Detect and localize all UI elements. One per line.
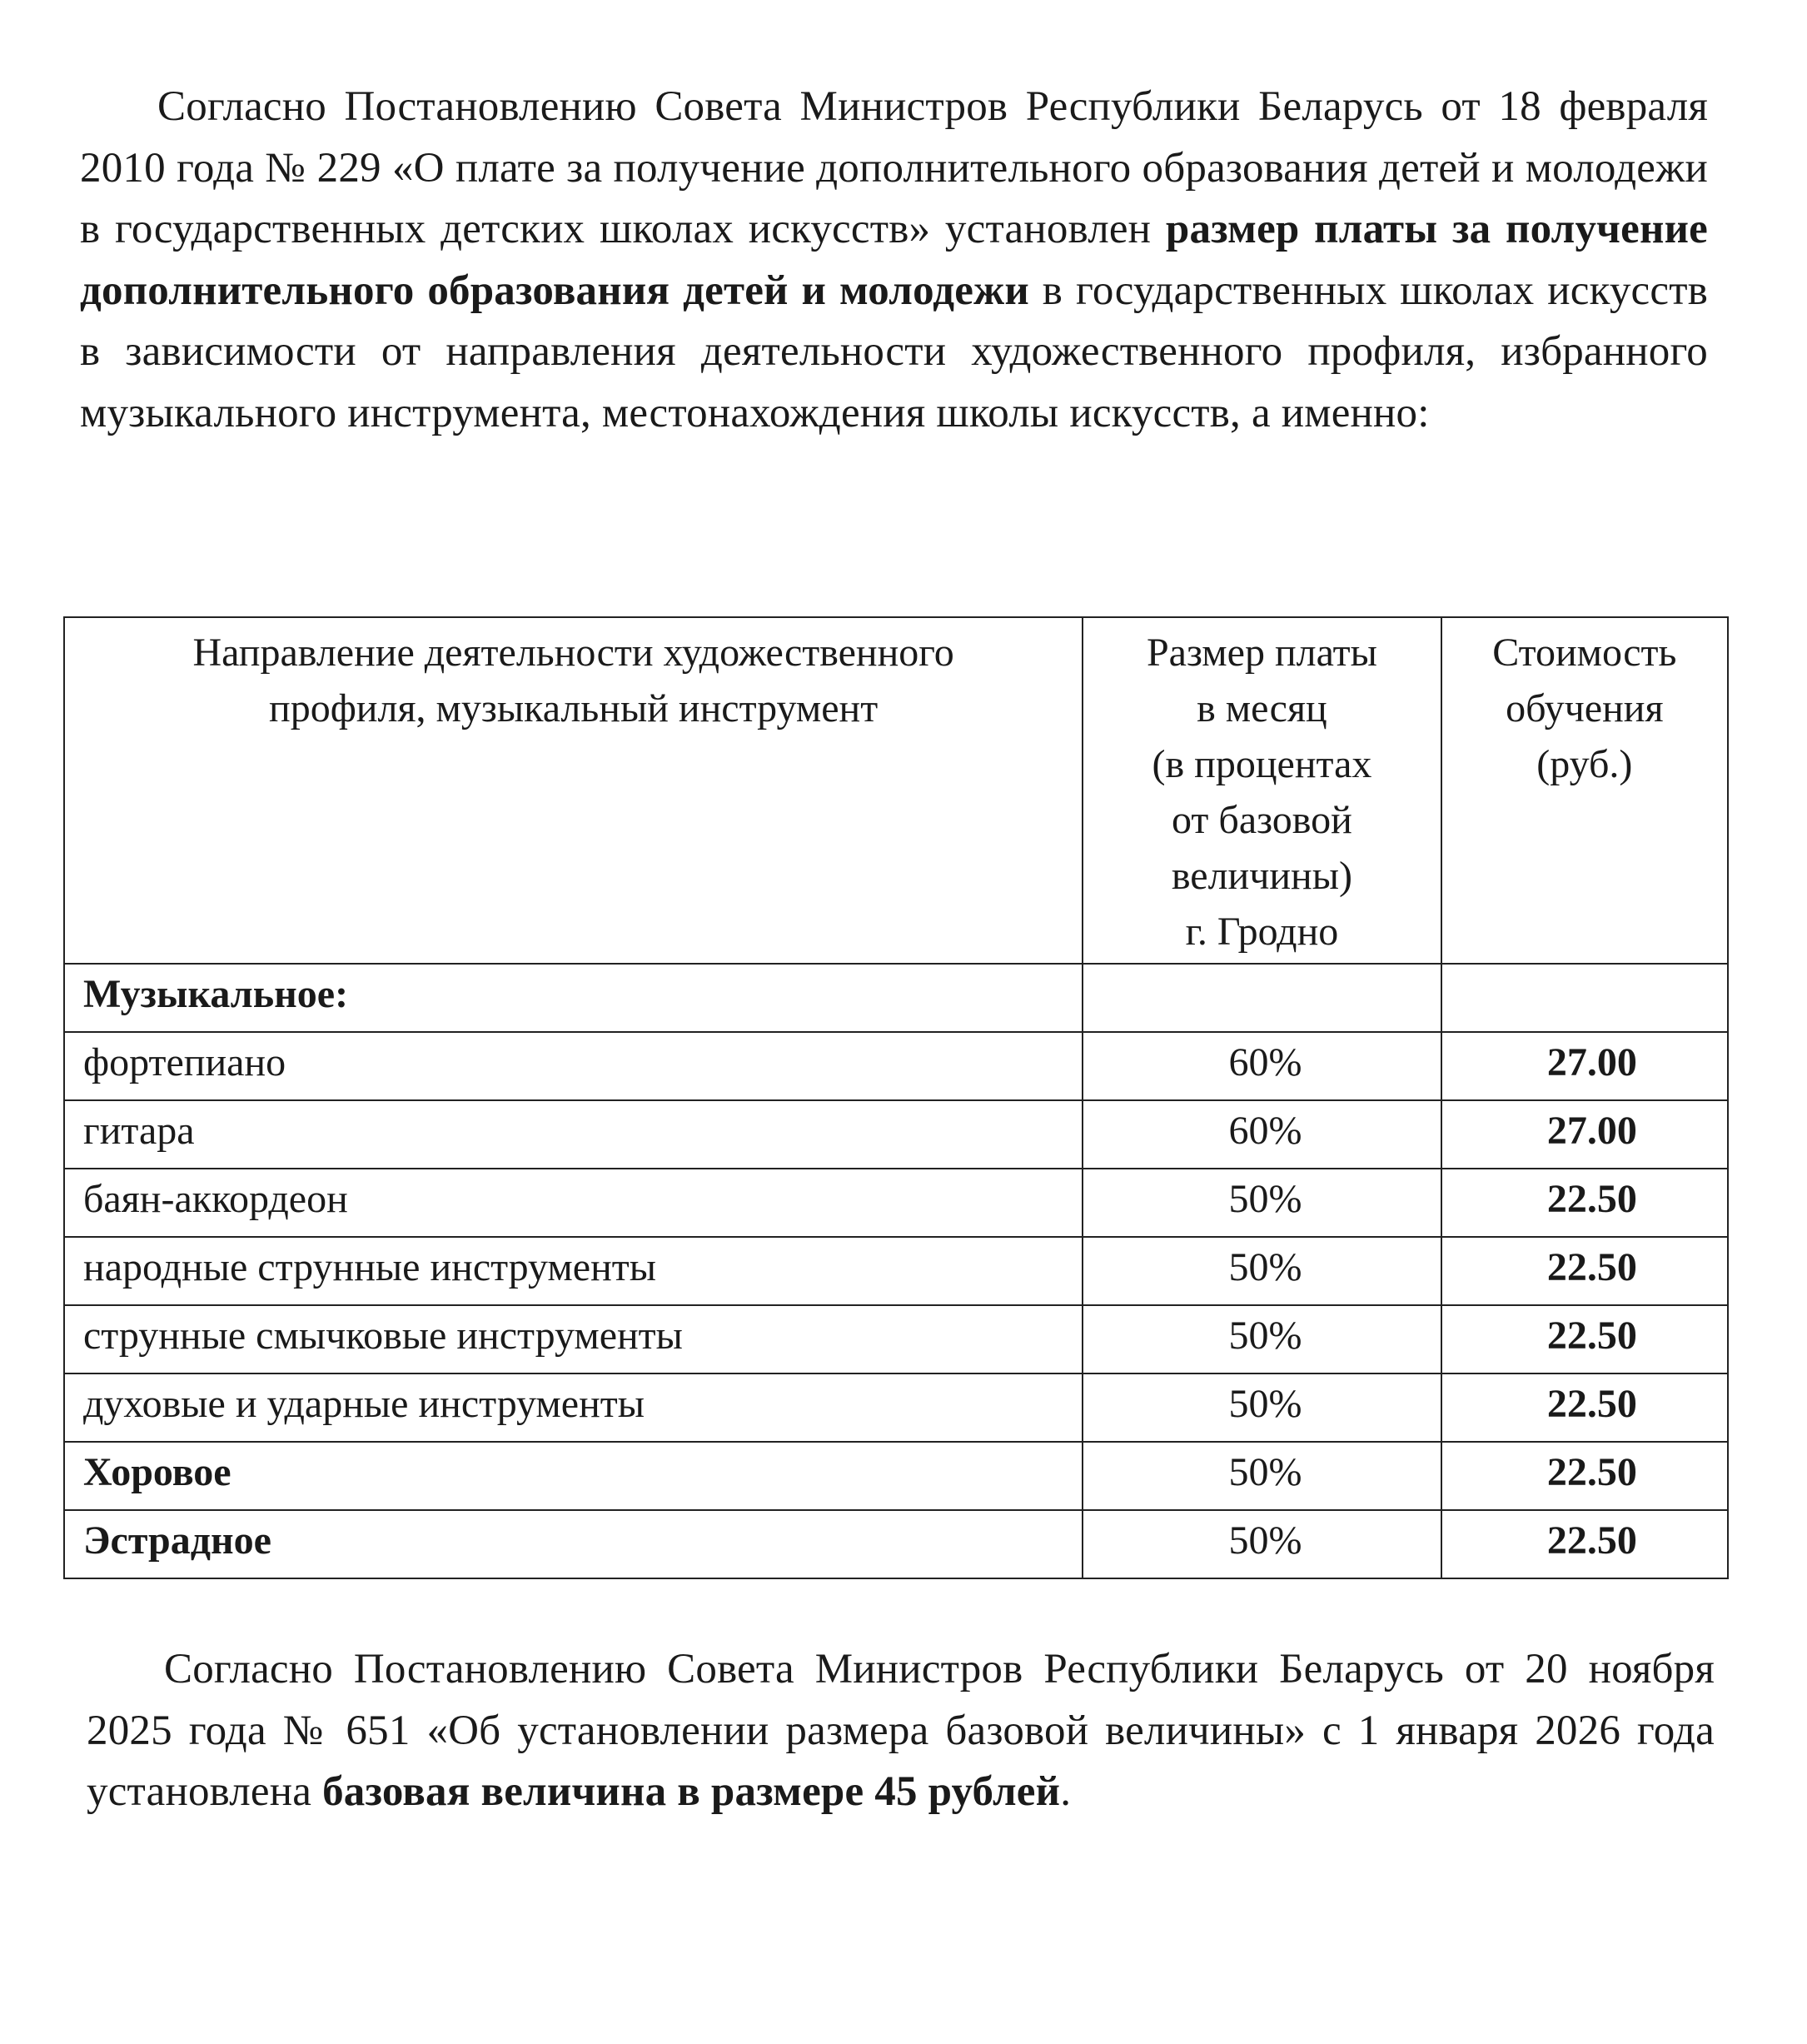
table-row xyxy=(64,1237,1728,1305)
row-name: Хоровое xyxy=(64,1442,1083,1510)
header-percent-line: г. Гродно xyxy=(1185,910,1339,954)
header-cost xyxy=(1441,617,1728,964)
table-row xyxy=(64,1032,1728,1100)
closing-paragraph xyxy=(87,1639,1715,1823)
header-percent xyxy=(1083,617,1441,964)
intro-text-start: Согласно Постановлению Совета Министров Республики Беларусь от 18 февраля 2010 года № 229 «О плате за получение дополнительного образования детей и молодежи в государственных детских школах искусств» установлен xyxy=(80,83,1708,252)
header-percent-line: от базовой xyxy=(1172,798,1352,842)
row-name: струнные смычковые инструменты xyxy=(64,1305,1083,1373)
header-cost-line: обучения xyxy=(1506,686,1664,730)
header-percent-line: в месяц xyxy=(1197,686,1327,730)
row-cost: 22.50 xyxy=(1441,1169,1728,1237)
table-header-row xyxy=(64,617,1728,964)
row-name: гитара xyxy=(64,1100,1083,1169)
row-percent: 50% xyxy=(1083,1305,1441,1373)
row-percent: 50% xyxy=(1083,1373,1441,1442)
row-name: Эстрадное xyxy=(64,1510,1083,1578)
closing-text-end: . xyxy=(1060,1768,1072,1815)
row-name: фортепиано xyxy=(64,1032,1083,1100)
row-percent: 50% xyxy=(1083,1169,1441,1237)
header-cost-line: (руб.) xyxy=(1536,742,1633,786)
row-name: Музыкальное: xyxy=(64,964,1083,1032)
header-percent-line: величины) xyxy=(1171,854,1352,898)
row-cost: 22.50 xyxy=(1441,1510,1728,1578)
closing-bold-text: базовая величина в размере 45 рублей xyxy=(322,1768,1061,1815)
row-cost xyxy=(1441,964,1728,1032)
intro-bold-text: размер платы за получение дополнительного образования детей и молодежи xyxy=(80,206,1708,314)
table-row xyxy=(64,1305,1728,1373)
row-name: духовые и ударные инструменты xyxy=(64,1373,1083,1442)
row-name: баян-аккордеон xyxy=(64,1169,1083,1237)
intro-text-end: в государственных школах искусств в зависимости от направления деятельности художественного профиля, избранного музыкального инструмента, местонахождения школы искусств, а именно: xyxy=(80,267,1708,436)
table-row xyxy=(64,964,1728,1032)
row-cost: 27.00 xyxy=(1441,1100,1728,1169)
header-percent-line: Размер платы xyxy=(1146,631,1377,675)
header-activity xyxy=(64,617,1083,964)
row-percent xyxy=(1083,964,1441,1032)
row-cost: 22.50 xyxy=(1441,1442,1728,1510)
row-cost: 22.50 xyxy=(1441,1305,1728,1373)
table-row xyxy=(64,1169,1728,1237)
header-activity-line: профиля, музыкальный инструмент xyxy=(269,686,879,730)
row-percent: 50% xyxy=(1083,1510,1441,1578)
row-percent: 50% xyxy=(1083,1442,1441,1510)
closing-text-start: Согласно Постановлению Совета Министров Республики Беларусь от 20 ноября 2025 года № 651 «Об установлении размера базовой величины» с 1 января 2026 года установлена xyxy=(87,1646,1715,1815)
table-row xyxy=(64,1510,1728,1578)
row-cost: 27.00 xyxy=(1441,1032,1728,1100)
row-percent: 50% xyxy=(1083,1237,1441,1305)
header-percent-line: (в процентах xyxy=(1152,742,1372,786)
row-percent: 60% xyxy=(1083,1100,1441,1169)
row-cost: 22.50 xyxy=(1441,1237,1728,1305)
header-activity-line: Направление деятельности художественного xyxy=(192,631,954,675)
table-row xyxy=(64,1442,1728,1510)
row-name: народные струнные инструменты xyxy=(64,1237,1083,1305)
row-cost: 22.50 xyxy=(1441,1373,1728,1442)
fee-table xyxy=(63,616,1729,1579)
intro-paragraph xyxy=(80,77,1708,444)
row-percent: 60% xyxy=(1083,1032,1441,1100)
header-cost-line: Стоимость xyxy=(1492,631,1677,675)
table-row xyxy=(64,1100,1728,1169)
table-row xyxy=(64,1373,1728,1442)
